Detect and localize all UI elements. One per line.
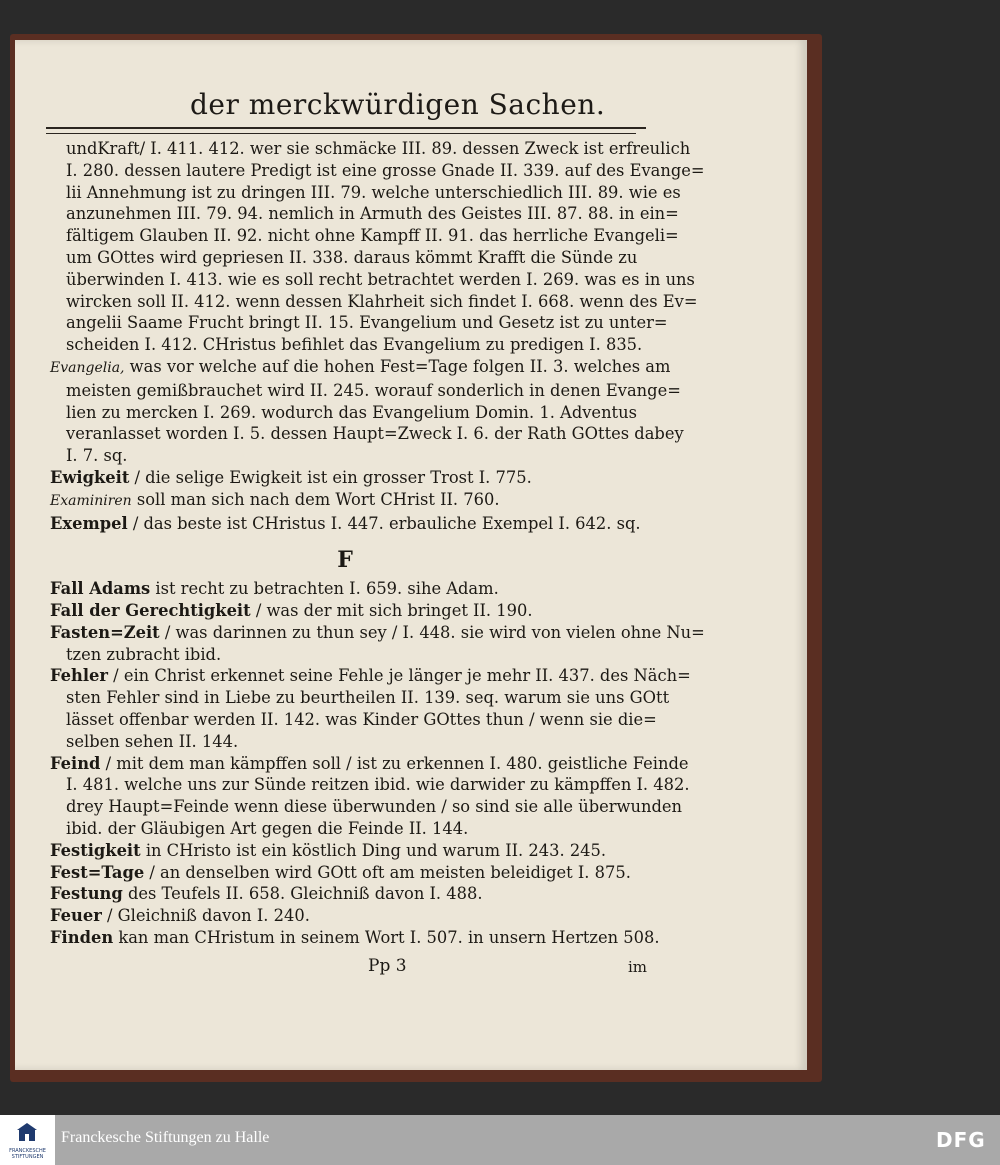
index-line [50,644,660,666]
index-line [50,269,695,291]
index-lemma: Fall der Gerechtigkeit [50,600,251,620]
index-line [50,905,660,927]
index-line-text: drey Haupt=Feinde wenn diese überwunden / so sind sie alle überwunden [66,797,682,817]
index-line [50,513,660,535]
index-line-text: / was der mit sich bringet II. 190. [250,600,533,620]
index-line-text: meisten gemißbrauchet wird II. 245. worauf sonderlich in denen Evange= [66,380,681,400]
index-line-text: was vor welche auf die hohen Fest=Tage folgen II. 3. welches am [124,356,671,376]
index-line [50,356,671,380]
catchword: im [628,958,648,976]
index-line [50,489,660,513]
index-line [50,753,689,775]
logo-text: FRANCKESCHE STIFTUNGEN [9,1148,46,1160]
header-rule-thin [46,133,636,134]
index-line-text: ist recht zu betrachten I. 659. sihe Adam. [150,579,499,599]
index-line-text: kan man CHristum in seinem Wort I. 507. in unsern Hertzen 508. [113,927,660,947]
index-lemma: Fehler [50,666,108,686]
running-head: der merckwürdigen Sachen. [190,88,606,121]
index-line-text: ibid. der Gläubigen Art gegen die Feinde II. 144. [66,818,469,838]
index-line [50,225,679,247]
building-icon [16,1121,38,1143]
index-line [50,578,660,600]
index-line [50,883,660,905]
index-line-text: I. 481. welche uns zur Sünde reitzen ibid. wie darwider zu kämpffen I. 482. [66,775,690,795]
index-line-text: / an denselben wird GOtt oft am meisten beleidiget I. 875. [144,862,631,882]
index-line-text: angelii Saame Frucht bringt II. 15. Evangelium und Gesetz ist zu unter= [66,313,668,333]
index-line-text: / ein Christ erkennet seine Fehle je länger je mehr II. 437. des Näch= [108,666,691,686]
index-line-text: / die selige Ewigkeit ist ein grosser Trost I. 775. [129,467,532,487]
index-lemma: Finden [50,927,114,947]
index-line [50,731,660,753]
index-line [50,138,691,160]
index-block-e [50,138,705,534]
index-lemma: Festigkeit [50,840,141,860]
index-line [50,622,705,644]
index-line [50,291,698,313]
index-line [50,665,691,687]
index-line-text: / was darinnen zu thun sey / I. 448. sie wird von vielen ohne Nu= [159,622,705,642]
index-text [50,138,705,949]
index-line-text: soll man sich nach dem Wort CHrist II. 760. [131,489,500,509]
index-line [50,445,660,467]
index-line [50,182,681,204]
index-line-text: sten Fehler sind in Liebe zu beurtheilen II. 139. seq. warum sie uns GOtt [66,688,670,708]
index-line-text: veranlasset worden I. 5. dessen Haupt=Zweck I. 6. der Rath GOttes dabey [66,424,684,444]
index-line [50,818,660,840]
index-line-text: des Teufels II. 658. Gleichniß davon I. 488. [122,884,483,904]
index-line [50,334,660,356]
index-line-text: lii Annehmung ist zu dringen III. 79. welche unterschiedlich III. 89. wie es [66,182,681,202]
index-line-text: scheiden I. 412. CHristus befihlet das Evangelium zu predigen I. 835. [66,335,643,355]
index-line [50,796,682,818]
index-line-text: fältigem Glauben II. 92. nicht ohne Kampff II. 91. das herrliche Evangeli= [66,226,679,246]
section-letter: F [337,547,353,574]
index-lemma: Fasten=Zeit [50,622,160,642]
institution-logo[interactable] [0,1115,55,1165]
index-lemma: Feuer [50,906,102,926]
index-line [50,402,660,424]
index-line [50,247,660,269]
index-lemma: Festung [50,884,123,904]
index-line [50,600,660,622]
index-lemma: Feind [50,753,101,773]
index-line-text: / das beste ist CHristus I. 447. erbauliche Exempel I. 642. sq. [127,513,641,533]
index-line [50,312,668,334]
index-line-text: tzen zubracht ibid. [66,644,222,664]
index-line [50,467,660,489]
index-lemma: Exempel [50,513,128,533]
index-line [50,203,679,225]
signature-mark: Pp 3 [368,956,407,976]
index-line [50,709,660,731]
index-line [50,927,660,949]
index-line [50,840,660,862]
index-line-text: überwinden I. 413. wie es soll recht betrachtet werden I. 269. was es in uns [66,269,695,289]
index-line [50,862,660,884]
index-lemma: Fall Adams [50,579,151,599]
index-line-text: wircken soll II. 412. wenn dessen Klahrheit sich findet I. 668. wenn des Ev= [66,291,698,311]
institution-name[interactable]: Franckesche Stiftungen zu Halle [61,1129,270,1146]
index-block-f [50,578,705,949]
index-line-text: lien zu mercken I. 269. wodurch das Evangelium Domin. 1. Adventus [66,402,637,422]
index-lemma: Ewigkeit [50,467,130,487]
index-line [50,160,705,182]
dfg-logo[interactable]: DFG [936,1128,986,1152]
index-line-text: / mit dem man kämpffen soll / ist zu erkennen I. 480. geistliche Feinde [100,753,689,773]
index-line [50,423,684,445]
index-line [50,774,690,796]
index-line [50,687,670,709]
index-line-text: I. 280. dessen lautere Predigt ist eine grosse Gnade II. 339. auf des Evange= [66,160,705,180]
index-line-text: anzunehmen III. 79. 94. nemlich in Armuth des Geistes III. 87. 88. in ein= [66,204,679,224]
index-lemma: Examiniren [50,492,132,509]
index-line-text: lässet offenbar werden II. 142. was Kinder GOttes thun / wenn sie die= [66,709,657,729]
index-line-text: undKraft/ I. 411. 412. wer sie schmäcke III. 89. dessen Zweck ist erfreulich [66,139,691,158]
index-line-text: I. 7. sq. [66,446,128,466]
index-lemma: Evangelia, [50,359,125,376]
index-line-text: selben sehen II. 144. [66,731,239,751]
index-line-text: / Gleichniß davon I. 240. [101,906,310,926]
index-line-text: um GOttes wird gepriesen II. 338. daraus kömmt Krafft die Sünde zu [66,247,638,267]
index-line-text: in CHristo ist ein köstlich Ding und warum II. 243. 245. [140,840,607,860]
index-line [50,380,681,402]
header-rule [46,127,646,129]
index-lemma: Fest=Tage [50,862,145,882]
